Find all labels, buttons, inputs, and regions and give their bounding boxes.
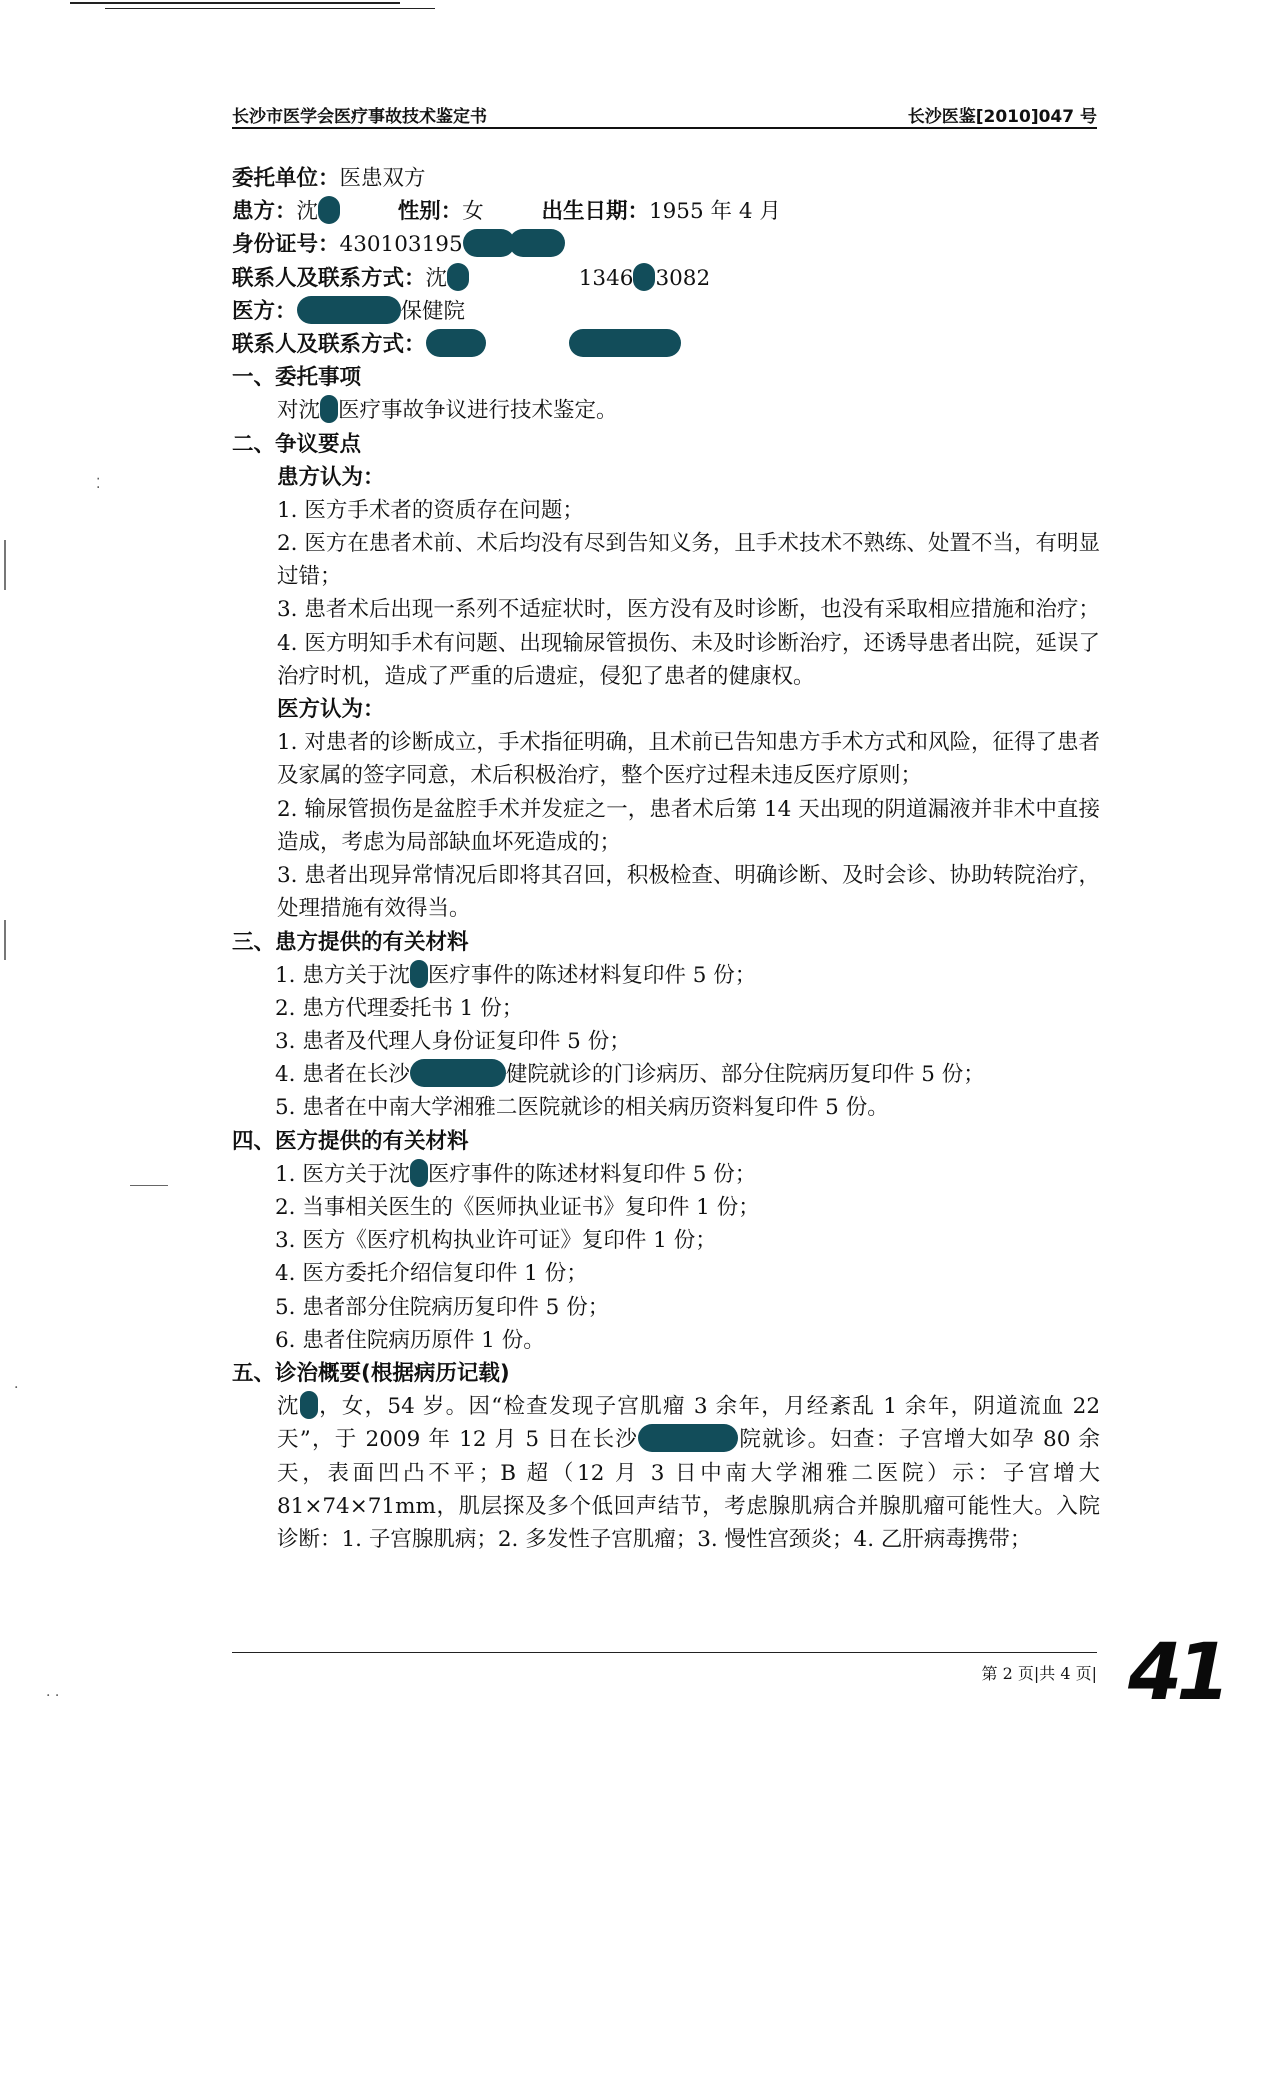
redaction-mark	[447, 263, 469, 291]
document-header	[232, 102, 1097, 128]
redaction-mark	[426, 329, 486, 357]
patient-line	[232, 195, 1100, 228]
section1-title: 一、委托事项	[232, 365, 362, 391]
redaction-mark	[569, 329, 681, 357]
gender-value: 女	[462, 199, 484, 225]
hospital-view-title: 医方认为：	[277, 697, 385, 723]
section3-item1-b: 医疗事件的陈述材料复印件 5 份；	[427, 962, 757, 988]
section5-title: 五、诊治概要(根据病历记载)	[232, 1360, 510, 1386]
section3-title: 三、患方提供的有关材料	[232, 929, 469, 955]
section4-item	[232, 1158, 1100, 1191]
redaction-mark	[318, 196, 340, 224]
contact-line	[232, 262, 1100, 295]
patient-name: 沈	[296, 199, 319, 225]
contact-name: 沈	[425, 265, 448, 291]
section4-item: 2. 当事相关医生的《医师执业证书》复印件 1 份；	[275, 1195, 760, 1220]
section3-item4-b: 健院就诊的门诊病历、部分住院病历复印件 5 份；	[505, 1062, 985, 1088]
patient-point: 1. 医方手术者的资质存在问题；	[277, 497, 584, 523]
section3-item	[232, 959, 1100, 992]
scan-edge-line	[105, 8, 435, 9]
redaction-mark	[300, 1391, 318, 1419]
scan-margin-mark	[4, 920, 6, 960]
redaction-mark	[410, 960, 428, 988]
redaction-mark	[638, 1424, 738, 1452]
handwritten-page-number: 41	[1128, 1628, 1225, 1718]
scan-speck: ·	[14, 1380, 19, 1396]
section3-item4-a: 4. 患者在长沙	[275, 1062, 410, 1088]
footer-rule	[232, 1652, 1097, 1653]
section3-item1-a: 1. 患方关于沈	[275, 962, 410, 988]
redaction-mark	[297, 296, 401, 324]
header-title: 长沙市医学会医疗事故技术鉴定书	[232, 107, 487, 127]
document-body	[232, 162, 1100, 1556]
redaction-mark	[410, 1059, 506, 1087]
id-line	[232, 228, 1100, 261]
hospital-point: 2. 输尿管损伤是盆腔手术并发症之一，患者术后第 14 天出现的阴道漏液并非术中直接造成，考虑为局部缺血坏死造成的；	[277, 796, 1100, 855]
contact-phone-b: 3082	[655, 265, 711, 291]
section4-item: 5. 患者部分住院病历复印件 5 份；	[275, 1294, 610, 1320]
scan-margin-mark	[4, 540, 6, 590]
section4-item1-a: 1. 医方关于沈	[275, 1161, 410, 1187]
hospital-contact-label: 联系人及联系方式：	[232, 331, 426, 357]
section2-title: 二、争议要点	[232, 431, 362, 457]
patient-label: 患方：	[232, 199, 297, 225]
id-label: 身份证号：	[232, 232, 340, 258]
gender-label: 性别：	[397, 199, 463, 225]
section5-paragraph	[232, 1390, 1100, 1556]
section5-text-b: ，女，54 岁。因“检查发现子宫肌瘤 3 余年，月经紊乱 1 余年，阴道流血 22 天”，于 2009 年 12 月 5 日在长沙	[277, 1394, 1100, 1453]
hospital-contact-line	[232, 328, 1100, 361]
section1-text	[232, 394, 1100, 427]
dob-label: 出生日期：	[541, 199, 649, 225]
scan-speck: ⁚	[96, 476, 101, 492]
section3-item: 5. 患者在中南大学湘雅二医院就诊的相关病历资料复印件 5 份。	[275, 1095, 889, 1121]
patient-point: 2. 医方在患者术前、术后均没有尽到告知义务，且手术技术不熟练、处置不当，有明显过错；	[277, 531, 1100, 590]
section4-item1-b: 医疗事件的陈述材料复印件 5 份；	[427, 1161, 757, 1187]
section4-title: 四、医方提供的有关材料	[232, 1128, 469, 1154]
redaction-mark	[463, 229, 515, 257]
patient-point: 3. 患者术后出现一系列不适症状时，医方没有及时诊断，也没有采取相应措施和治疗；	[277, 597, 1100, 623]
header-doc-number: 长沙医鉴[2010]047 号	[907, 107, 1097, 127]
contact-label: 联系人及联系方式：	[232, 265, 426, 291]
section4-item: 4. 医方委托介绍信复印件 1 份；	[275, 1261, 588, 1287]
hospital-label: 医方：	[232, 298, 297, 324]
section1-text-a: 对沈	[277, 398, 321, 424]
section4-item: 6. 患者住院病历原件 1 份。	[275, 1327, 545, 1353]
dob-value: 1955 年 4 月	[648, 199, 781, 225]
id-value: 430103195	[339, 232, 463, 258]
section5-text-a: 沈	[277, 1394, 300, 1420]
section4-item: 3. 医方《医疗机构执业许可证》复印件 1 份；	[275, 1228, 717, 1254]
hospital-point: 1. 对患者的诊断成立，手术指征明确，且术前已告知患方手术方式和风险，征得了患者及家属的签字同意，术后积极治疗，整个医疗过程未违反医疗原则；	[277, 730, 1100, 789]
scan-edge-line	[70, 2, 400, 4]
scan-speck: · ·	[46, 1688, 60, 1704]
redaction-mark	[509, 229, 565, 257]
hospital-line	[232, 295, 1100, 328]
hospital-point: 3. 患者出现异常情况后即将其召回，积极检查、明确诊断、及时会诊、协助转院治疗，处理措施有效得当。	[277, 863, 1100, 922]
section3-item	[232, 1058, 1100, 1091]
client-label: 委托单位：	[232, 166, 340, 191]
client-line	[232, 162, 1100, 195]
section5-text-c: 院就诊。妇查：子宫增大如孕 80 余天，表面凹凸不平；B 超（12 月 3 日中南大学湘雅二医院）示：子宫增大 81×74×71mm，肌层探及多个低回声结节，考虑腺肌病合并腺肌瘤可能性大。入院诊断：1. 子宫腺肌病；2. 多发性子宫肌瘤；3. 慢性宫颈炎；4. 乙肝病毒携带；	[277, 1427, 1100, 1552]
redaction-mark	[410, 1159, 428, 1187]
section1-text-b: 医疗事故争议进行技术鉴定。	[338, 398, 618, 424]
redaction-mark	[633, 263, 655, 291]
patient-view-title: 患方认为：	[277, 464, 385, 490]
contact-phone-a: 1346	[578, 265, 634, 291]
scan-margin-mark	[130, 1185, 168, 1186]
client-value: 医患双方	[339, 166, 426, 191]
hospital-value: 保健院	[400, 298, 466, 324]
patient-point: 4. 医方明知手术有问题、出现输尿管损伤、未及时诊断治疗，还诱导患者出院，延误了治疗时机，造成了严重的后遗症，侵犯了患者的健康权。	[277, 630, 1100, 689]
section3-item: 3. 患者及代理人身份证复印件 5 份；	[275, 1029, 631, 1055]
section3-item: 2. 患方代理委托书 1 份；	[275, 995, 524, 1021]
page-footer: 第 2 页|共 4 页|	[981, 1664, 1097, 1683]
header-rule	[232, 127, 1097, 129]
redaction-mark	[320, 395, 338, 423]
